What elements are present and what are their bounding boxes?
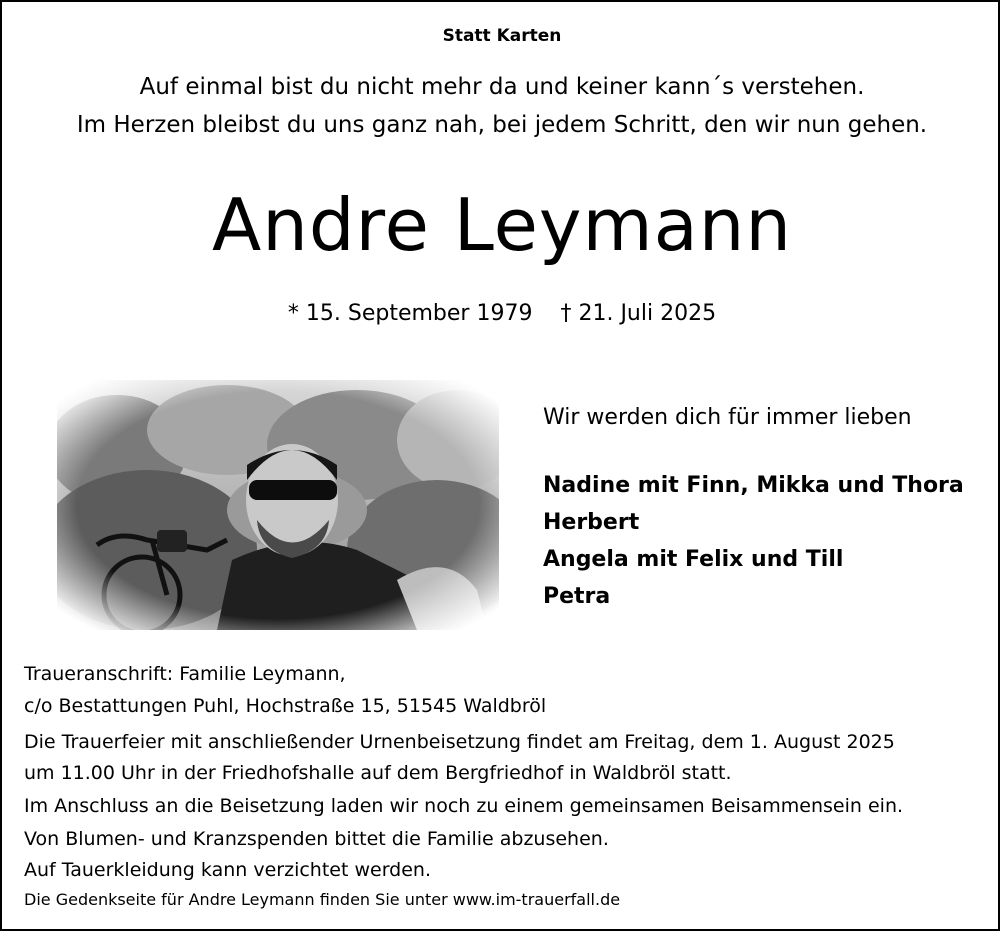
service-line: Im Anschluss an die Beisetzung laden wir noch zu einem gemeinsamen Beisammensein ein. (24, 795, 904, 817)
family-list (543, 467, 964, 615)
service-line: um 11.00 Uhr in der Friedhofshalle auf dem Bergfriedhof in Waldbröl statt. (24, 762, 732, 784)
memorial-page-note: Die Gedenkseite für Andre Leymann finden Sie unter www.im-trauerfall.de (24, 890, 621, 909)
birth-date: * 15. September 1979 (287, 301, 533, 326)
header-label: Statt Karten (442, 26, 562, 46)
death-date: † 21. Juli 2025 (560, 301, 717, 326)
poem-line: Auf einmal bist du nicht mehr da und keiner kann´s verstehen. (139, 74, 865, 100)
service-line: Von Blumen- und Kranzspenden bittet die Familie abzusehen. (24, 828, 609, 850)
family-member: Petra (543, 584, 611, 609)
motto: Wir werden dich für immer lieben (543, 405, 912, 430)
family-member: Nadine mit Finn, Mikka und Thora (543, 473, 964, 498)
life-dates (2, 298, 1000, 330)
family-member: Angela mit Felix und Till (543, 547, 844, 572)
poem-line: Im Herzen bleibst du uns ganz nah, bei jedem Schritt, den wir nun gehen. (76, 112, 928, 138)
service-line: Die Trauerfeier mit anschließender Urnenbeisetzung findet am Freitag, dem 1. August 2025 (24, 731, 895, 753)
address-line: Traueranschrift: Familie Leymann, (24, 663, 346, 685)
service-details (24, 727, 903, 886)
poem (2, 68, 1000, 144)
portrait-photo (57, 380, 499, 630)
deceased-name: Andre Leymann (211, 183, 793, 267)
address-line: c/o Bestattungen Puhl, Hochstraße 15, 51545 Waldbröl (24, 695, 547, 717)
service-line: Auf Tauerkleidung kann verzichtet werden. (24, 859, 431, 881)
family-member: Herbert (543, 510, 640, 535)
mourning-address (24, 658, 546, 722)
